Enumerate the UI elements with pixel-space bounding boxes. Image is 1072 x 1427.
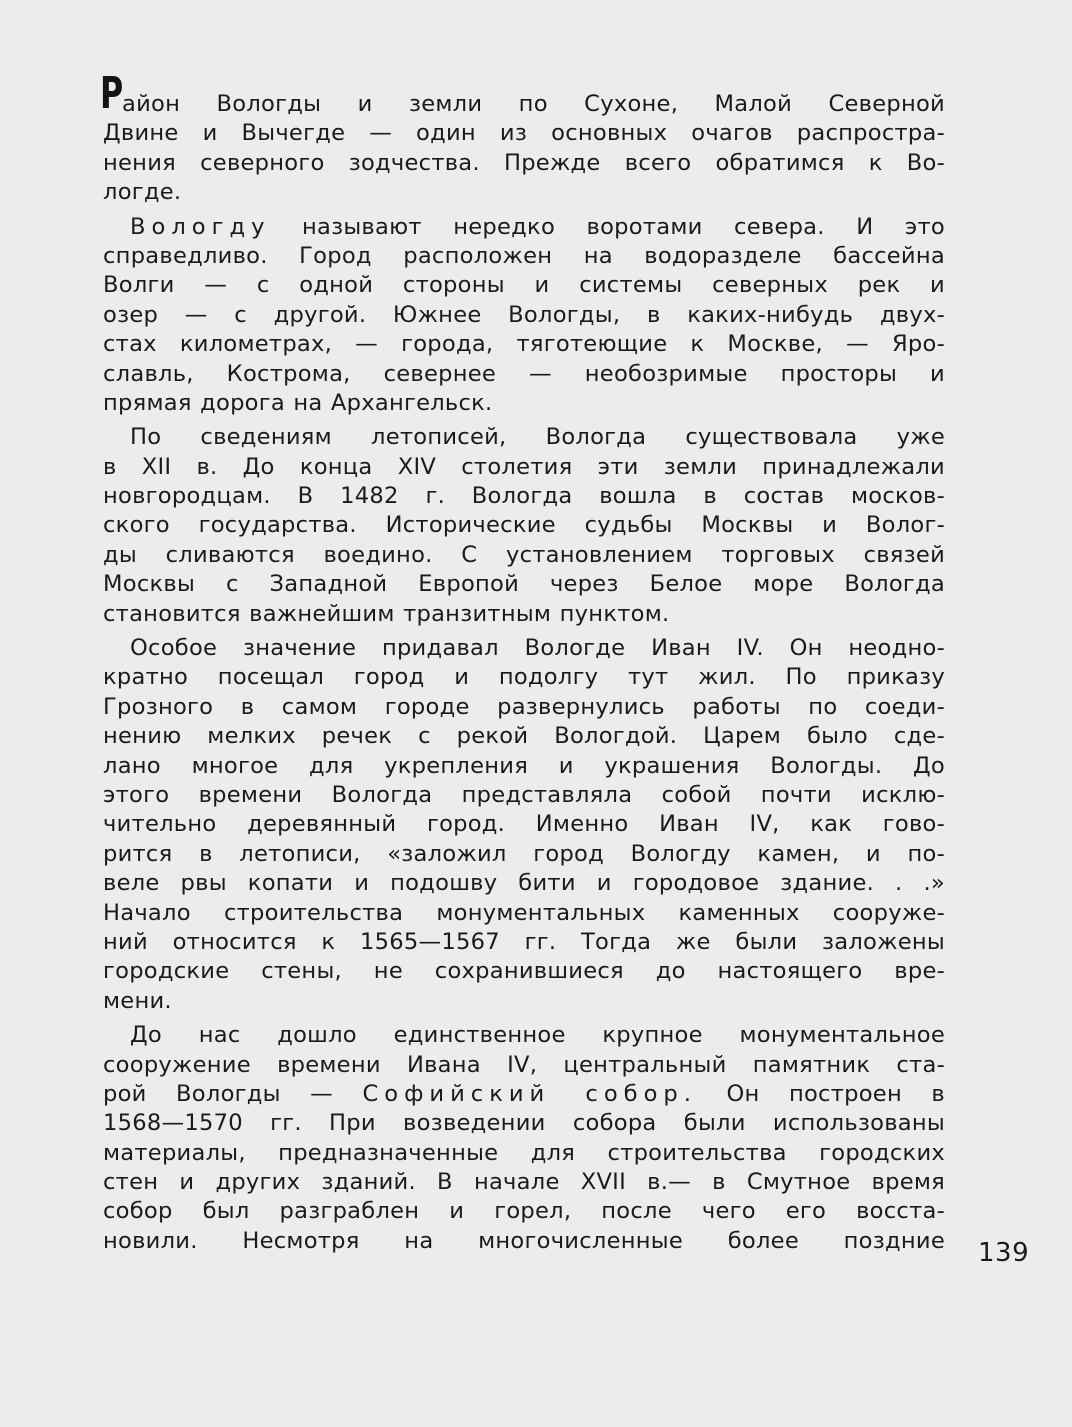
text-line: озер — с другой. Южнее Вологды, в каких-нибудь двух-	[103, 301, 945, 328]
text-line: становится важнейшим транзитным пунктом.	[103, 600, 670, 627]
text-line: славль, Кострома, севернее — необозримые просторы и	[103, 360, 945, 387]
text-line: нения северного зодчества. Прежде всего обратимся к Во-	[103, 149, 945, 176]
text-line: Волги — с одной стороны и системы северных рек и	[103, 272, 945, 299]
text-line: Двине и Вычегде — один из основных очагов распростра-	[103, 120, 945, 147]
text-line: Особое значение придавал Вологде Иван IV. Он неодно-	[130, 635, 945, 662]
text-line: лано многое для укрепления и украшения Вологды. До	[103, 752, 945, 779]
text-line: Москвы с Западной Европой через Белое море Вологда	[103, 571, 945, 598]
text-line: материалы, предназначенные для строительства городских	[103, 1139, 945, 1166]
text-line: ского государства. Исторические судьбы Москвы и Волог-	[103, 512, 945, 539]
line-text: айон Вологды и земли по Сухоне, Малой Северной	[122, 91, 945, 117]
drop-cap: Р	[100, 68, 124, 119]
text-line: новгородцам. В 1482 г. Вологда вошла в состав москов-	[103, 483, 945, 510]
line-text: называют нередко воротами севера. И это	[301, 213, 945, 240]
text-line: справедливо. Город расположен на водоразделе бассейна	[103, 242, 945, 269]
line-text: рой Вологды —	[103, 1080, 334, 1107]
text-line: 1568—1570 гг. При возведении собора были использованы	[103, 1110, 945, 1137]
text-line: ний относится к 1565—1567 гг. Тогда же были заложены	[103, 928, 945, 955]
text-line: стен и других зданий. В начале XVII в.— в Смутное время	[103, 1169, 945, 1196]
text-line	[103, 1080, 945, 1109]
text-line: веле рвы копати и подошву бити и городовое здание. . .»	[103, 870, 945, 897]
text-line: прямая дорога на Архангельск.	[103, 389, 493, 416]
spaced-word-vologdu: Вологду	[130, 213, 271, 240]
text-line	[103, 213, 945, 242]
line-text: Он построен в	[726, 1080, 945, 1107]
text-line: До нас дошло единственное крупное монументальное	[130, 1022, 945, 1049]
text-line: стах километрах, — города, тяготеющие к Москве, — Яро-	[103, 331, 945, 358]
body-text	[100, 68, 945, 1256]
text-line: По сведениям летописей, Вологда существовала уже	[130, 424, 945, 451]
text-line: рится в летописи, «заложил город Вологду камен, и по-	[103, 840, 945, 867]
text-line: чительно деревянный город. Именно Иван IV, как гово-	[103, 811, 945, 838]
text-line: кратно посещал город и подолгу тут жил. По приказу	[103, 664, 945, 691]
text-line: Начало строительства монументальных каменных сооруже-	[103, 899, 945, 926]
text-line: ды сливаются воедино. С установлением торговых связей	[103, 541, 945, 568]
text-line: логде.	[103, 179, 182, 206]
text-line: нению мелких речек с рекой Вологдой. Царем было сде-	[103, 723, 945, 750]
spaced-word-sofiyskiy-sobor: Софийский собор.	[362, 1080, 697, 1107]
text-line: сооружение времени Ивана IV, центральный памятник ста-	[103, 1051, 945, 1078]
text-line: собор был разграблен и горел, после чего его восста-	[103, 1198, 945, 1225]
text-line: этого времени Вологда представляла собой почти исклю-	[103, 781, 945, 808]
text-line	[100, 68, 945, 119]
text-line: Грозного в самом городе развернулись работы по соеди-	[103, 693, 945, 720]
page-number: 139	[978, 1238, 1030, 1268]
text-line: новили. Несмотря на многочисленные более поздние	[103, 1227, 945, 1254]
text-line: в XII в. До конца XIV столетия эти земли принадлежали	[103, 453, 945, 480]
text-line: мени.	[103, 987, 172, 1014]
text-line: городские стены, не сохранившиеся до настоящего вре-	[103, 958, 945, 985]
